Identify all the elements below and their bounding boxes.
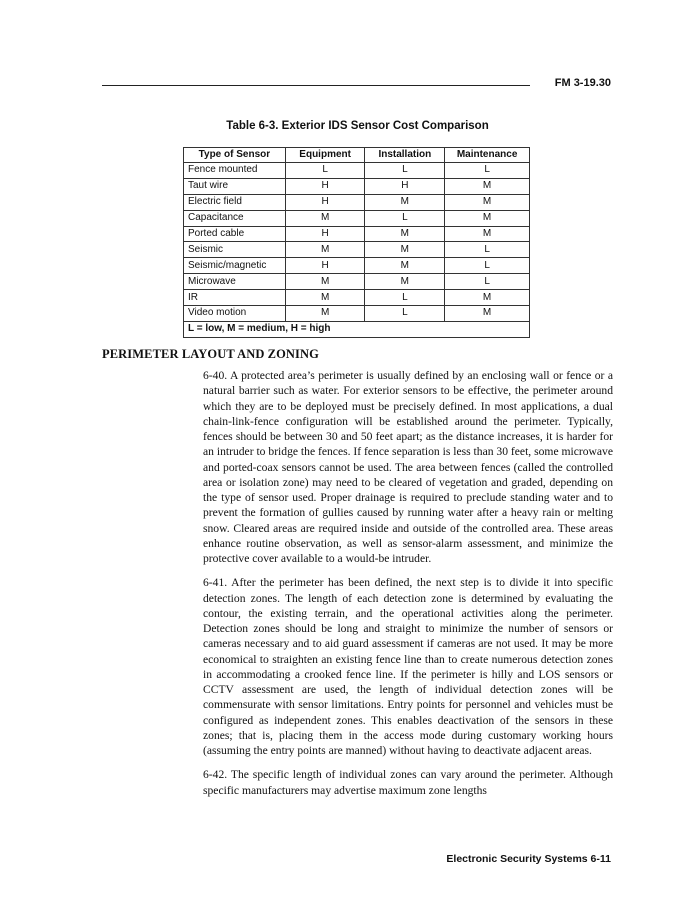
table-row: [184, 163, 530, 179]
table-legend-row: [184, 321, 530, 337]
maintenance-cell: M: [445, 290, 530, 306]
sensor-type-cell: Electric field: [184, 194, 286, 210]
sensor-type-cell: Seismic/magnetic: [184, 258, 286, 274]
installation-cell: M: [365, 242, 445, 258]
table-row: [184, 194, 530, 210]
sensor-type-cell: Capacitance: [184, 210, 286, 226]
equipment-cell: M: [285, 210, 365, 226]
sensor-type-cell: Microwave: [184, 274, 286, 290]
equipment-cell: H: [285, 258, 365, 274]
sensor-type-cell: IR: [184, 290, 286, 306]
equipment-cell: M: [285, 306, 365, 322]
maintenance-cell: L: [445, 258, 530, 274]
table-caption: Table 6-3. Exterior IDS Sensor Cost Comparison: [226, 120, 489, 132]
column-header: Type of Sensor: [184, 148, 286, 163]
sensor-type-cell: Taut wire: [184, 178, 286, 194]
equipment-cell: M: [285, 242, 365, 258]
maintenance-cell: M: [445, 306, 530, 322]
equipment-cell: H: [285, 178, 365, 194]
body-text: [203, 368, 613, 807]
maintenance-cell: L: [445, 274, 530, 290]
paragraph-6-41: 6-41. After the perimeter has been defined, the next step is to divide it into specific detection zones. The length of each detection zone is determined by evaluating the contour, the existing terrain, and the operational activities along the perimeter. Detection zones should be long and straight to minimize the number of sensors or cameras necessary and to aid guard assessment if cameras are not used. It may be more economical to straighten an existing fence line than to create numerous detection zones in accommodating a crooked fence line. If the perimeter is hilly and LOS sensors or CCTV assessment are used, the length of individual detection zones will be commensurate with sensor limitations. Entry points for personnel and vehicles must be configured as independent zones. This enables deactivation of the sensors in these zones; that is, placing them in the access mode during customary working hours (assuming the entry points are manned) without having to deactivate adjacent areas.: [203, 576, 613, 757]
equipment-cell: M: [285, 274, 365, 290]
maintenance-cell: M: [445, 178, 530, 194]
sensor-type-cell: Fence mounted: [184, 163, 286, 179]
table-row: [184, 226, 530, 242]
header-rule: [102, 85, 530, 86]
column-header: Maintenance: [445, 148, 530, 163]
maintenance-cell: M: [445, 226, 530, 242]
table-row: [184, 210, 530, 226]
column-header: Installation: [365, 148, 445, 163]
table-row: [184, 258, 530, 274]
installation-cell: M: [365, 194, 445, 210]
maintenance-cell: M: [445, 194, 530, 210]
paragraph-6-40: 6-40. A protected area’s perimeter is usually defined by an enclosing wall or fence or a natural barrier such as water. For exterior sensors to be effective, the perimeter around which they are to be deployed must be precisely defined. In most applications, a dual chain-link-fence configuration will be established around the perimeter. Typically, fences should be between 30 and 50 feet apart; as the distance increases, it is harder for an intruder to bridge the fences. If fence separation is less than 30 feet, some microwave and ported-coax sensors cannot be used. The area between fences (called the controlled area or isolation zone) may need to be cleared of vegetation and graded, depending on the type of sensor used. Proper drainage is required to preclude standing water and to prevent the formation of gullies caused by running water after a heavy rain or melting snow. Cleared areas are required inside and outside of the controlled area. These areas enhance routine observation, as well as sensor-alarm assessment, and minimize the protective cover available to a would-be intruder.: [203, 369, 613, 565]
table-row: [184, 242, 530, 258]
equipment-cell: L: [285, 163, 365, 179]
installation-cell: M: [365, 258, 445, 274]
table-row: [184, 290, 530, 306]
page-footer: Electronic Security Systems 6-11: [446, 853, 611, 865]
maintenance-cell: M: [445, 210, 530, 226]
table-row: [184, 274, 530, 290]
section-heading: PERIMETER LAYOUT AND ZONING: [102, 347, 319, 361]
sensor-type-cell: Ported cable: [184, 226, 286, 242]
installation-cell: L: [365, 306, 445, 322]
column-header: Equipment: [285, 148, 365, 163]
equipment-cell: H: [285, 226, 365, 242]
equipment-cell: M: [285, 290, 365, 306]
installation-cell: L: [365, 210, 445, 226]
sensor-cost-table: [183, 147, 530, 338]
table-row: [184, 306, 530, 322]
sensor-type-cell: Video motion: [184, 306, 286, 322]
installation-cell: M: [365, 274, 445, 290]
installation-cell: L: [365, 163, 445, 179]
installation-cell: L: [365, 290, 445, 306]
table-header-row: [184, 148, 530, 163]
equipment-cell: H: [285, 194, 365, 210]
installation-cell: H: [365, 178, 445, 194]
installation-cell: M: [365, 226, 445, 242]
table-row: [184, 178, 530, 194]
table-legend: L = low, M = medium, H = high: [184, 321, 530, 337]
sensor-type-cell: Seismic: [184, 242, 286, 258]
maintenance-cell: L: [445, 163, 530, 179]
paragraph-6-42: 6-42. The specific length of individual zones can vary around the perimeter. Although specific manufacturers may advertise maximum zone lengths: [203, 768, 613, 797]
maintenance-cell: L: [445, 242, 530, 258]
document-id: FM 3-19.30: [554, 77, 611, 89]
